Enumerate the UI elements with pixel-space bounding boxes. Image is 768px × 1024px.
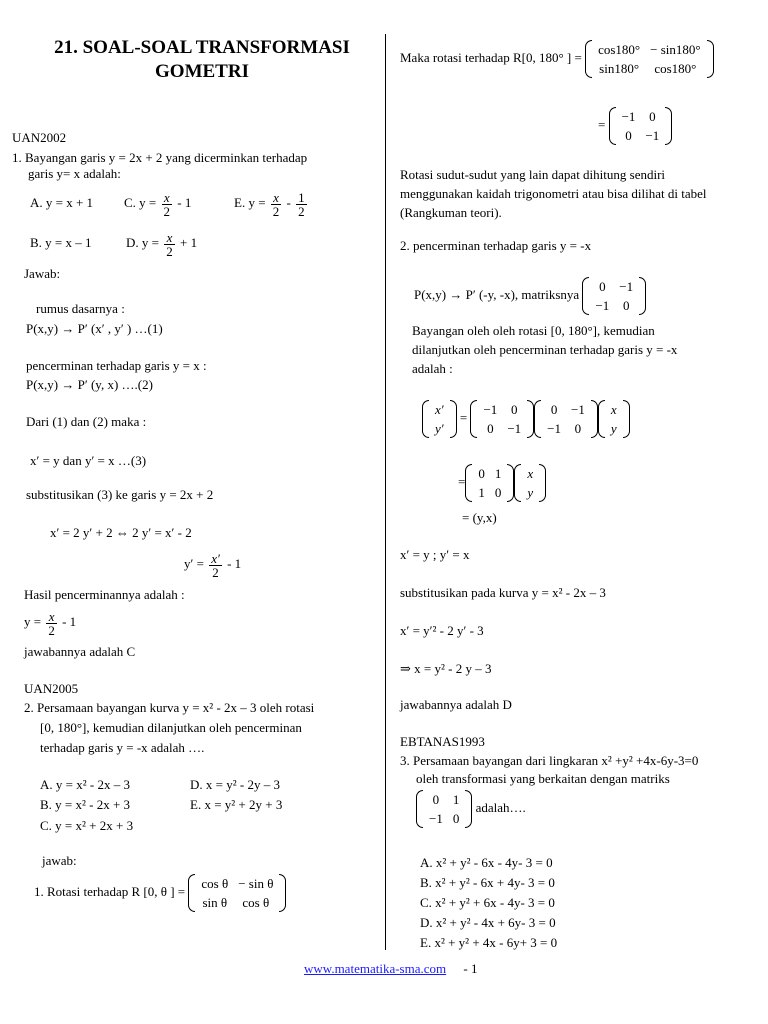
swap-result: = (y,x) xyxy=(462,510,497,525)
page-title-line2: GOMETRI xyxy=(155,61,249,82)
fraction-x-over-2: $\frac{x}{2}$ xyxy=(272,189,280,219)
fraction-x-over-2: $\frac{x}{2}$ xyxy=(166,229,173,259)
vector-xy-prime: x′ y′ xyxy=(422,400,457,438)
q2-option-a: A. y = x² - 2x – 3 xyxy=(40,777,130,792)
rotation-note-line3: (Rangkuman teori). xyxy=(400,205,502,220)
result-equation: y = $\frac{x}{2}$ - 1 xyxy=(24,608,77,638)
xy-substitution: x′ = y ; y′ = x xyxy=(400,547,470,562)
reflection-matrix: 0 −1 −1 0 xyxy=(582,277,646,315)
dari-label: Dari (1) dan (2) maka : xyxy=(26,414,147,429)
section-ebtanas1993: EBTANAS1993 xyxy=(400,734,485,749)
question-1-line1: 1. Bayangan garis y = 2x + 2 yang dicerminkan terhadap xyxy=(12,150,308,165)
jawab2-label: jawab: xyxy=(42,853,77,868)
fraction-x-over-2: $\frac{x}{2}$ xyxy=(163,189,171,219)
q1-option-c: C. y = $\frac{x}{2}$ - 1 xyxy=(124,189,192,219)
page-footer xyxy=(304,961,477,977)
q1-option-d: D. y = $\frac{x}{2}$ + 1 xyxy=(126,229,198,259)
composition-result: = 0 1 1 0 x y xyxy=(458,458,546,506)
transformation-matrix: 0 1 −1 0 xyxy=(416,790,472,828)
q2-option-c: C. y = x² + 2x + 3 xyxy=(40,818,134,833)
reflection-formula: P(x,y) → P′ (-y, -x), matriksnya 0 −1 −1 0 xyxy=(414,273,646,317)
fraction-x-over-2: $\frac{x}{2}$ xyxy=(48,608,55,638)
equation-4: x′ = 2 y′ + 2 ⇔ 2 y′ = x′ - 2 xyxy=(50,525,192,540)
rotation-180-result: = −1 0 0 −1 xyxy=(598,103,672,147)
fraction-xprime-over-2: $\frac{x'}{2}$ xyxy=(211,550,220,580)
rotation-180-formula: Maka rotasi terhadap R[0, 180° ] = cos180° − sin180° sin180° cos180° xyxy=(400,36,714,80)
q3-option-a: A. x² + y² - 6x - 4y- 3 = 0 xyxy=(420,855,553,870)
rotation-formula: 1. Rotasi terhadap R [0, θ ] = cos θ − sin θ sin θ cos θ xyxy=(34,870,286,914)
q1-option-a: A. y = x + 1 xyxy=(30,195,94,210)
equation-r1: x′ = y′² - 2 y′ - 3 xyxy=(400,623,484,638)
vector-xy: x y xyxy=(598,400,630,438)
q2-option-e: E. x = y² + 2y + 3 xyxy=(190,797,283,812)
page-number: - 1 xyxy=(463,961,478,976)
equation-3: x′ = y dan y′ = x …(3) xyxy=(30,453,147,468)
q2-option-d: D. x = y² - 2y – 3 xyxy=(190,777,280,792)
question-2-line3: terhadap garis y = -x adalah …. xyxy=(40,740,205,755)
composition-text-line2: dilanjutkan oleh pencerminan terhadap garis y = -x xyxy=(412,342,678,357)
section-uan2005: UAN2005 xyxy=(24,681,79,696)
negative-identity-matrix: −1 0 0 −1 xyxy=(470,400,534,438)
vector-xy: x y xyxy=(514,464,546,502)
negative-identity-matrix: −1 0 0 −1 xyxy=(609,107,673,145)
rotation-note-line1: Rotasi sudut-sudut yang lain dapat dihitung sendiri xyxy=(400,167,666,182)
q2-option-b: B. y = x² - 2x + 3 xyxy=(40,797,131,812)
equation-r2: ⇒ x = y² - 2 y – 3 xyxy=(400,661,492,676)
footer-website-link[interactable]: www.matematika-sma.com xyxy=(304,961,447,976)
section-uan2002: UAN2002 xyxy=(12,130,67,145)
swap-matrix: 0 1 1 0 xyxy=(465,464,514,502)
substitute-curve: substitusikan pada kurva y = x² - 2x – 3 xyxy=(400,585,606,600)
composition-equation: x′ y′ = −1 0 0 −1 0 −1 −1 0 x y xyxy=(422,394,630,442)
pencerminan-label: pencerminan terhadap garis y = x : xyxy=(26,358,207,373)
composition-text-line1: Bayangan oleh oleh rotasi [0, 180°], kemudian xyxy=(412,323,655,338)
question-2-line1: 2. Persamaan bayangan kurva y = x² - 2x – 3 oleh rotasi xyxy=(24,700,315,715)
jawab-label: Jawab: xyxy=(24,266,61,281)
fraction-1-over-2: $\frac{1}{2}$ xyxy=(298,189,305,219)
reflection-matrix: 0 −1 −1 0 xyxy=(534,400,598,438)
q3-option-b: B. x² + y² - 6x + 4y- 3 = 0 xyxy=(420,875,555,890)
rotation-matrix: cos θ − sin θ sin θ cos θ xyxy=(188,874,286,912)
page-title-line1: 21. SOAL-SOAL TRANSFORMASI xyxy=(54,37,350,58)
rotation-180-matrix: cos180° − sin180° sin180° cos180° xyxy=(585,40,713,78)
composition-text-line3: adalah : xyxy=(412,361,453,376)
q1-option-b: B. y = x – 1 xyxy=(30,235,92,250)
pencerminan-equation: P(x,y) → P′ (y, x) ….(2) xyxy=(26,377,153,392)
question-3-line2: oleh transformasi yang berkaitan dengan matriks xyxy=(416,771,670,786)
question-2-line2: [0, 180°], kemudian dilanjutkan oleh pencerminan xyxy=(40,720,302,735)
substitusi-label: substitusikan (3) ke garis y = 2x + 2 xyxy=(26,487,214,502)
answer-2: jawabannya adalah D xyxy=(400,697,512,712)
q1-option-e: E. y = $\frac{x}{2}$ - $\frac{1}{2}$ xyxy=(234,189,305,219)
question-1-line2: garis y= x adalah: xyxy=(28,166,121,181)
rumus-label: rumus dasarnya : xyxy=(36,301,125,316)
hasil-label: Hasil pencerminannya adalah : xyxy=(24,587,185,602)
rumus-equation: P(x,y) → P′ (x′ , y′ ) …(1) xyxy=(26,321,163,336)
q3-option-e: E. x² + y² + 4x - 6y+ 3 = 0 xyxy=(420,935,558,950)
rotation-note-line2: menggunakan kaidah trigonometri atau bisa dilihat di tabel xyxy=(400,186,707,201)
q3-option-d: D. x² + y² - 4x + 6y- 3 = 0 xyxy=(420,915,556,930)
question-3-matrix-line: 0 1 −1 0 adalah…. xyxy=(416,786,526,830)
equation-5: y′ = $\frac{x'}{2}$ - 1 xyxy=(184,550,242,580)
question-3-line1: 3. Persamaan bayangan dari lingkaran x² +y² +4x-6y-3=0 xyxy=(400,753,699,768)
answer-1: jawabannya adalah C xyxy=(24,644,136,659)
q3-option-c: C. x² + y² + 6x - 4y- 3 = 0 xyxy=(420,895,555,910)
column-divider xyxy=(385,34,386,950)
reflection-heading: 2. pencerminan terhadap garis y = -x xyxy=(400,238,592,253)
